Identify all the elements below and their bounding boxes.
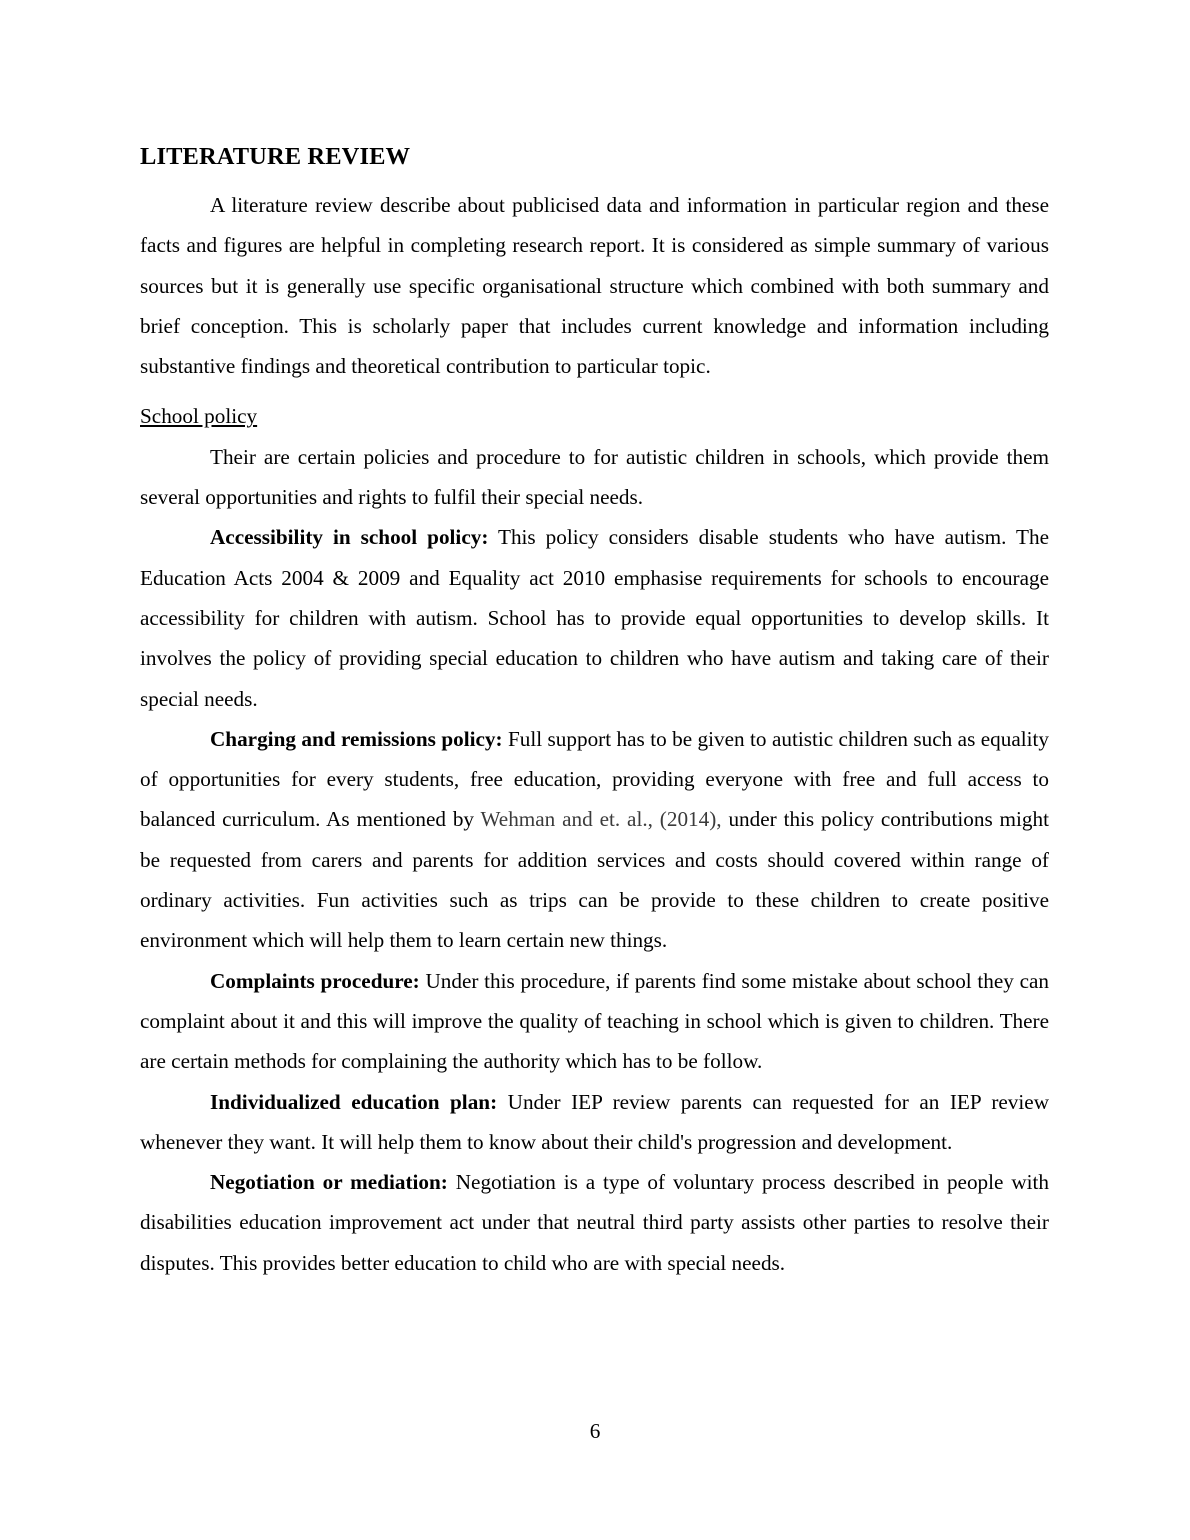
policy-term: Complaints procedure: xyxy=(210,968,420,993)
intro-paragraph: A literature review describe about publicised data and information in particular region and these facts and figures are helpful in completing research report. It is considered as simple summary of various sources but it is generally use specific organisational structure which combined with both summary and brief conception. This is scholarly paper that includes current knowledge and information including substantive findings and theoretical contribution to particular topic. xyxy=(140,193,1049,379)
citation: Wehman and et. al., (2014), xyxy=(480,807,722,832)
policy-text: under this policy contributions might be requested from carers and parents for addition services and costs should covered within range of ordinary activities. Fun activities such as trips can be provide to these children to create positive environment which will help them to learn certain new things. xyxy=(140,807,1049,953)
policy-text: Under this procedure, if parents find some mistake about school they can complaint about it and this will improve the quality of teaching in school which is given to children. There are certain methods for complaining the authority which has to be follow. xyxy=(140,968,1049,1074)
section-heading-school-policy: School policy xyxy=(140,404,258,429)
policy-accessibility xyxy=(140,517,1049,718)
policy-individualized-education-plan xyxy=(140,1082,1049,1163)
policy-term: Individualized education plan: xyxy=(210,1089,498,1114)
page-title: LITERATURE REVIEW xyxy=(140,143,411,170)
policy-term: Charging and remissions policy: xyxy=(210,726,503,751)
policy-negotiation-mediation xyxy=(140,1162,1049,1283)
page-number: 6 xyxy=(589,1419,601,1443)
policy-text: Under IEP review parents can requested for an IEP review whenever they want. It will help them to know about their child's progression and development. xyxy=(140,1089,1049,1154)
document-page xyxy=(140,140,1049,1283)
section-intro-paragraph: Their are certain policies and procedure to for autistic children in schools, which provide them several opportunities and rights to fulfil their special needs. xyxy=(140,444,1049,510)
policy-text: Full support has to be given to autistic children such as equality of opportunities for every students, free education, providing everyone with free and full access to balanced curriculum. As mentioned by xyxy=(140,726,1049,832)
policy-text: This policy considers disable students who have autism. The Education Acts 2004 & 2009 and Equality act 2010 emphasise requirements for schools to encourage accessibility for children with autism. School has to provide equal opportunities to develop skills. It involves the policy of providing special education to children who have autism and taking care of their special needs. xyxy=(140,525,1049,711)
policy-text: Negotiation is a type of voluntary process described in people with disabilities education improvement act under that neutral third party assists other parties to resolve their disputes. This provides better education to child who are with special needs. xyxy=(140,1170,1049,1275)
policy-charging-remissions xyxy=(140,719,1049,961)
policy-term: Negotiation or mediation: xyxy=(210,1170,448,1195)
policy-complaints-procedure xyxy=(140,961,1049,1082)
policy-term: Accessibility in school policy: xyxy=(210,525,489,550)
